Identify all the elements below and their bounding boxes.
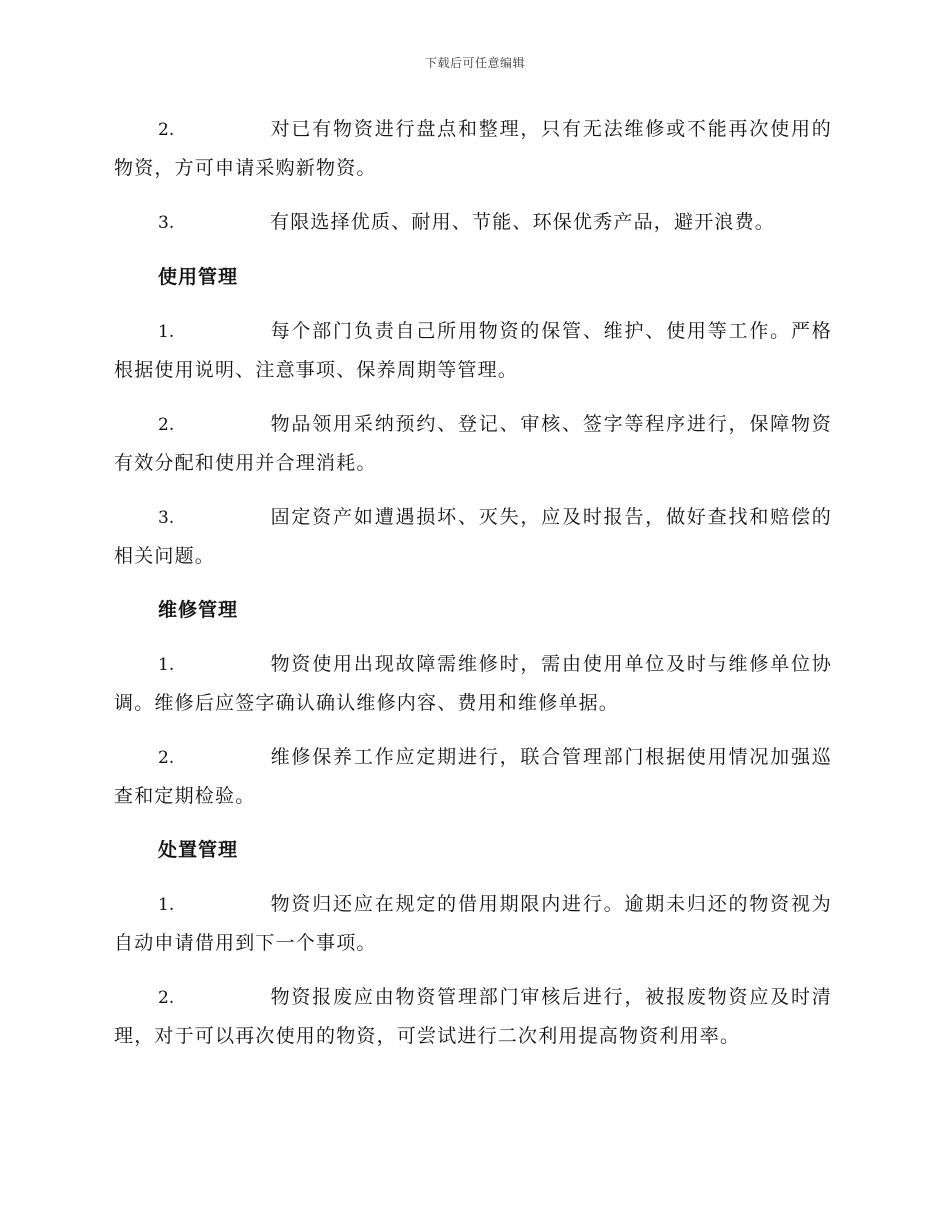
document-body [114,110,832,1071]
list-item [114,203,832,242]
item-number: 1. [158,895,175,915]
list-item [114,645,832,722]
list-item [114,498,832,575]
item-text: 物资使用出现故障需维修时，需由使用单位及时与维修单位协调。维修后应签字确认确认维修内容、费用和维修单据。 [114,653,832,714]
section-title-maintenance: 维修管理 [158,599,239,621]
list-item [114,110,832,187]
item-number: 3. [158,213,175,233]
item-text: 固定资产如遭遇损坏、灭失，应及时报告，做好查找和赔偿的相关问题。 [114,506,832,567]
item-text: 每个部门负责自己所用物资的保管、维护、使用等工作。严格根据使用说明、注意事项、保养周期等管理。 [114,320,832,381]
section-title-disposal: 处置管理 [158,839,239,861]
item-number: 2. [158,120,175,140]
item-number: 1. [158,655,175,675]
list-item [114,405,832,482]
section-title-usage: 使用管理 [158,266,239,288]
item-text: 对已有物资进行盘点和整理，只有无法维修或不能再次使用的物资，方可申请采购新物资。 [114,118,832,179]
item-text: 物资报废应由物资管理部门审核后进行，被报废物资应及时清理，对于可以再次使用的物资，可尝试进行二次利用提高物资利用率。 [114,986,832,1047]
item-number: 2. [158,415,175,435]
item-text: 有限选择优质、耐用、节能、环保优秀产品，避开浪费。 [270,211,776,233]
list-item [114,885,832,962]
item-text: 维修保养工作应定期进行，联合管理部门根据使用情况加强巡查和定期检验。 [114,746,832,807]
item-text: 物资归还应在规定的借用期限内进行。逾期未归还的物资视为自动申请借用到下一个事项。 [114,893,832,954]
list-item [114,738,832,815]
list-item [114,312,832,389]
item-number: 2. [158,748,175,768]
item-number: 3. [158,508,175,528]
list-item [114,978,832,1055]
item-number: 1. [158,322,175,342]
item-number: 2. [158,988,175,1008]
page-header: 下载后可任意编辑 [424,56,525,70]
item-text: 物品领用采纳预约、登记、审核、签字等程序进行，保障物资有效分配和使用并合理消耗。 [114,413,832,474]
